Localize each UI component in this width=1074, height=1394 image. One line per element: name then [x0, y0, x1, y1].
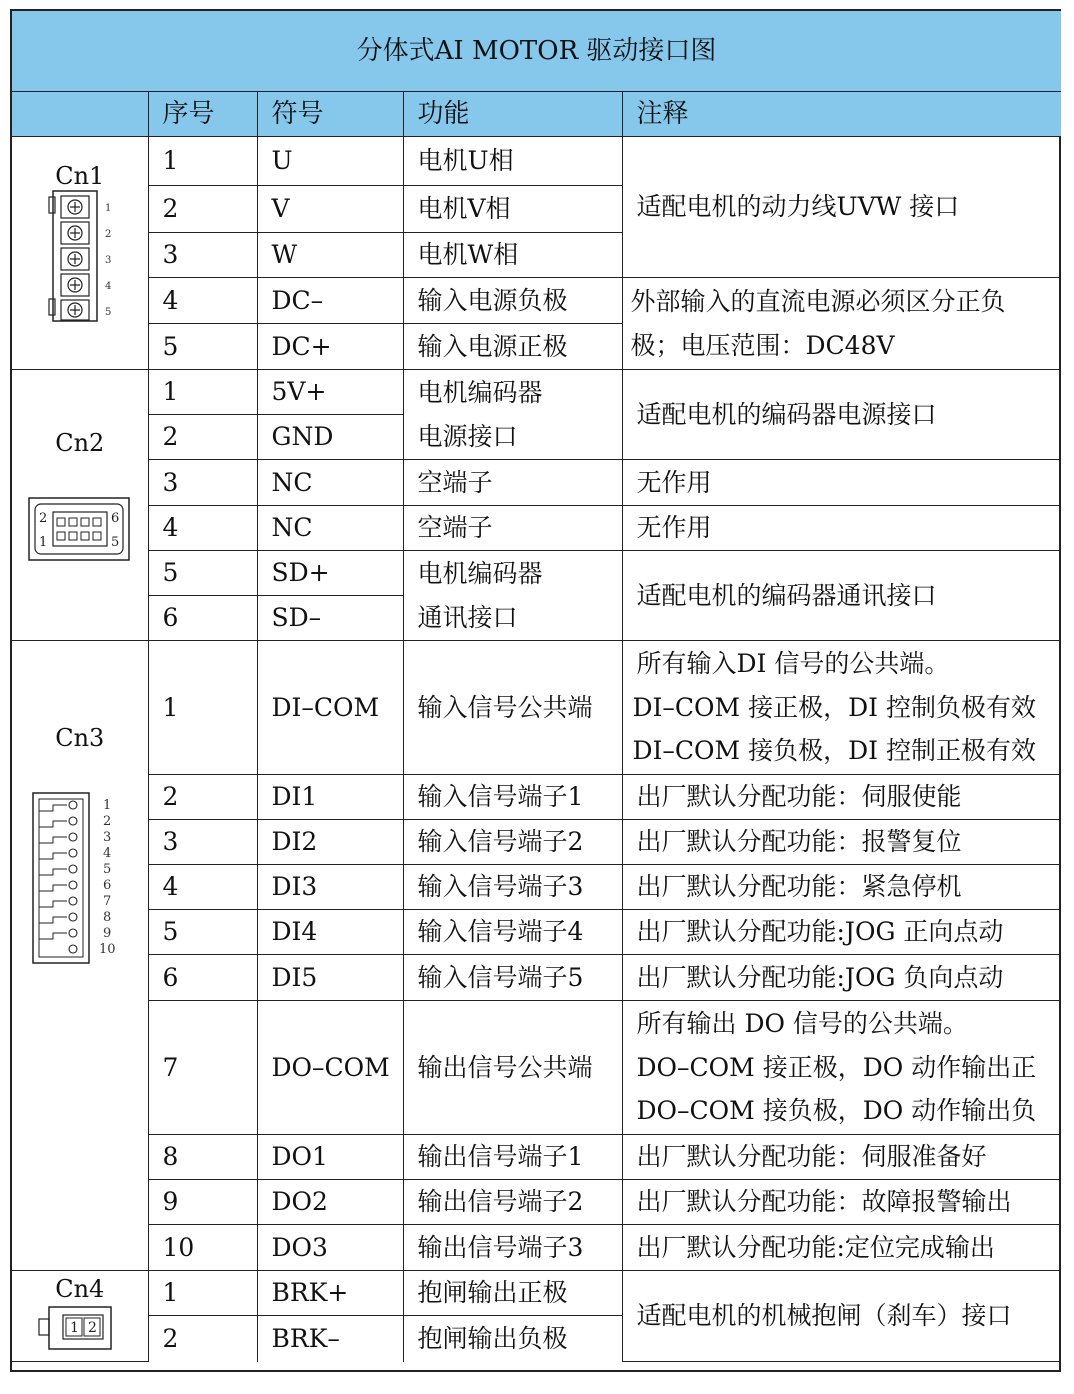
table-row — [12, 910, 1061, 955]
cell-function: 输出信号公共端 — [403, 1001, 622, 1135]
cell-note: 无作用 — [622, 460, 1061, 506]
cell-no: 4 — [148, 506, 257, 551]
cn3-pin-label: 5 — [102, 862, 112, 878]
cell-no: 1 — [148, 1271, 257, 1316]
cn1-pin-label: 3 — [104, 255, 112, 267]
cell-function: 输入电源负极 — [403, 278, 622, 324]
table-row — [12, 1225, 1061, 1271]
cell-function — [403, 551, 622, 641]
cell-note — [622, 278, 1061, 370]
cell-function: 输入信号端子4 — [403, 910, 622, 955]
cell-note: 适配电机的编码器电源接口 — [622, 370, 1061, 460]
cell-symbol: NC — [257, 506, 403, 551]
cell-function: 输出信号端子2 — [403, 1180, 622, 1225]
function-line: 电机编码器 — [417, 558, 543, 588]
cell-no: 2 — [148, 186, 257, 233]
table-row — [12, 370, 1061, 415]
cell-symbol: DO3 — [257, 1225, 403, 1271]
header-no: 序号 — [148, 92, 257, 137]
cell-symbol: U — [257, 137, 403, 186]
cell-no: 1 — [148, 641, 257, 775]
cn1-pin-label: 4 — [104, 281, 112, 293]
cn4-pin-label: 1 — [69, 1320, 79, 1336]
table-row — [12, 1271, 1061, 1316]
cell-symbol: SD– — [257, 596, 403, 641]
table-row — [12, 865, 1061, 910]
cell-no: 5 — [148, 324, 257, 370]
cn2-cell — [12, 370, 148, 641]
header-symbol: 符号 — [257, 92, 403, 137]
cell-no: 3 — [148, 820, 257, 865]
cell-no: 6 — [148, 955, 257, 1001]
cn2-connector-icon — [25, 494, 135, 564]
cell-function: 输出信号端子3 — [403, 1225, 622, 1271]
cell-symbol: DC– — [257, 278, 403, 324]
cell-note — [622, 1001, 1061, 1135]
cn1-cell — [12, 137, 148, 370]
cell-no: 2 — [148, 1316, 257, 1362]
cn3-label: Cn3 — [55, 724, 105, 752]
cell-symbol: DO1 — [257, 1135, 403, 1180]
cn3-pin-label: 1 — [102, 798, 112, 814]
function-line: 电机编码器 — [417, 377, 543, 407]
cell-note: 出厂默认分配功能：伺服使能 — [622, 775, 1061, 820]
cn4-cell — [12, 1271, 148, 1362]
cell-no: 1 — [148, 137, 257, 186]
note-line: DI–COM 接负极，DI 控制正极有效 — [632, 736, 1036, 766]
cn3-cell — [12, 641, 148, 1271]
cell-function: 空端子 — [403, 506, 622, 551]
cell-symbol: SD+ — [257, 551, 403, 596]
cell-symbol: NC — [257, 460, 403, 506]
cn3-pin-label: 9 — [102, 926, 112, 942]
cell-function: 抱闸输出正极 — [403, 1271, 622, 1316]
cell-no: 6 — [148, 596, 257, 641]
cell-symbol: BRK+ — [257, 1271, 403, 1316]
cell-note: 出厂默认分配功能：报警复位 — [622, 820, 1061, 865]
note-line: DI–COM 接正极，DI 控制负极有效 — [632, 692, 1036, 722]
table-row — [12, 955, 1061, 1001]
cell-note: 适配电机的动力线UVW 接口 — [622, 137, 1061, 278]
cell-symbol: DO2 — [257, 1180, 403, 1225]
table-row — [12, 1001, 1061, 1135]
cell-function: 电机W相 — [403, 233, 622, 278]
cell-symbol: DI–COM — [257, 641, 403, 775]
cell-no: 10 — [148, 1225, 257, 1271]
table-row — [12, 460, 1061, 506]
cn2-label: Cn2 — [55, 429, 105, 457]
function-line: 通讯接口 — [417, 602, 518, 632]
cell-function — [403, 370, 622, 460]
header-function: 功能 — [403, 92, 622, 137]
cn1-pin-label: 5 — [104, 307, 112, 319]
cell-symbol: V — [257, 186, 403, 233]
cell-function: 输入信号端子5 — [403, 955, 622, 1001]
header-note: 注释 — [622, 92, 1061, 137]
table-row — [12, 641, 1061, 775]
cell-symbol: DO–COM — [257, 1001, 403, 1135]
header-row — [12, 92, 1061, 137]
cn3-connector-icon — [25, 789, 135, 969]
cell-note: 出厂默认分配功能:定位完成输出 — [622, 1225, 1061, 1271]
cn3-pin-label: 10 — [98, 942, 116, 958]
table-title: 分体式AI MOTOR 驱动接口图 — [12, 11, 1061, 92]
cell-symbol: GND — [257, 415, 403, 460]
cell-function: 空端子 — [403, 460, 622, 506]
cn1-terminal-icon — [35, 189, 125, 324]
cn2-pin-label: 6 — [110, 511, 120, 527]
cell-note: 出厂默认分配功能：伺服准备好 — [622, 1135, 1061, 1180]
cell-no: 5 — [148, 551, 257, 596]
cn4-connector-icon — [35, 1301, 125, 1353]
cell-function: 输入信号端子3 — [403, 865, 622, 910]
note-line: 所有输出 DO 信号的公共端。 — [636, 1008, 968, 1038]
cell-symbol: BRK– — [257, 1316, 403, 1362]
cell-note — [622, 641, 1061, 775]
note-line: DO–COM 接正极，DO 动作输出正 — [636, 1052, 1037, 1082]
cell-note: 出厂默认分配功能:JOG 负向点动 — [622, 955, 1061, 1001]
cell-no: 4 — [148, 278, 257, 324]
cn4-pin-label: 2 — [87, 1320, 97, 1336]
cell-note: 适配电机的机械抱闸（刹车）接口 — [622, 1271, 1061, 1362]
cell-symbol: DI1 — [257, 775, 403, 820]
cell-no: 5 — [148, 910, 257, 955]
cell-symbol: W — [257, 233, 403, 278]
cell-no: 2 — [148, 775, 257, 820]
cell-note: 无作用 — [622, 506, 1061, 551]
cn3-pin-label: 6 — [102, 878, 112, 894]
note-line: 极；电压范围：DC48V — [630, 330, 895, 360]
cell-no: 2 — [148, 415, 257, 460]
cell-note: 出厂默认分配功能:JOG 正向点动 — [622, 910, 1061, 955]
cell-function: 抱闸输出负极 — [403, 1316, 622, 1362]
cell-note: 出厂默认分配功能：故障报警输出 — [622, 1180, 1061, 1225]
cell-no: 3 — [148, 233, 257, 278]
cn3-pin-label: 7 — [102, 894, 112, 910]
cell-function: 电机U相 — [403, 137, 622, 186]
table-row — [12, 137, 1061, 186]
interface-sheet — [10, 9, 1061, 1372]
cn4-label: Cn4 — [55, 1275, 105, 1303]
cell-no: 9 — [148, 1180, 257, 1225]
cn1-pin-label: 2 — [104, 229, 112, 241]
cell-symbol: DC+ — [257, 324, 403, 370]
title-row — [12, 11, 1061, 92]
cn2-pin-label: 1 — [38, 535, 48, 551]
table-row — [12, 820, 1061, 865]
cn3-pin-label: 3 — [102, 830, 112, 846]
cn2-pin-label: 5 — [110, 535, 120, 551]
cell-no: 1 — [148, 370, 257, 415]
table-row — [12, 278, 1061, 324]
cell-function: 电机V相 — [403, 186, 622, 233]
table-row — [12, 775, 1061, 820]
interface-table — [12, 11, 1061, 1362]
function-line: 电源接口 — [417, 421, 518, 451]
cn3-pin-label: 8 — [102, 910, 112, 926]
cn1-label: Cn1 — [55, 162, 105, 190]
cell-no: 8 — [148, 1135, 257, 1180]
cn3-pin-label: 4 — [102, 846, 112, 862]
note-line: 所有输入DI 信号的公共端。 — [636, 648, 950, 678]
cell-note: 适配电机的编码器通讯接口 — [622, 551, 1061, 641]
cell-symbol: DI4 — [257, 910, 403, 955]
cell-function: 输入信号公共端 — [403, 641, 622, 775]
cn2-pin-label: 2 — [38, 511, 48, 527]
cell-note: 出厂默认分配功能：紧急停机 — [622, 865, 1061, 910]
cn1-pin-label: 1 — [104, 203, 112, 215]
cell-no: 3 — [148, 460, 257, 506]
cell-no: 7 — [148, 1001, 257, 1135]
note-line: 外部输入的直流电源必须区分正负 — [630, 286, 1006, 316]
cell-symbol: 5V+ — [257, 370, 403, 415]
cell-function: 输入电源正极 — [403, 324, 622, 370]
cn3-pin-label: 2 — [102, 814, 112, 830]
note-line: DO–COM 接负极，DO 动作输出负 — [636, 1096, 1037, 1126]
cell-function: 输入信号端子2 — [403, 820, 622, 865]
table-row — [12, 1180, 1061, 1225]
cell-no: 4 — [148, 865, 257, 910]
cell-symbol: DI5 — [257, 955, 403, 1001]
table-row — [12, 551, 1061, 596]
cell-symbol: DI3 — [257, 865, 403, 910]
header-blank — [12, 92, 148, 137]
table-row — [12, 1135, 1061, 1180]
cell-function: 输入信号端子1 — [403, 775, 622, 820]
cell-symbol: DI2 — [257, 820, 403, 865]
table-row — [12, 506, 1061, 551]
cell-function: 输出信号端子1 — [403, 1135, 622, 1180]
